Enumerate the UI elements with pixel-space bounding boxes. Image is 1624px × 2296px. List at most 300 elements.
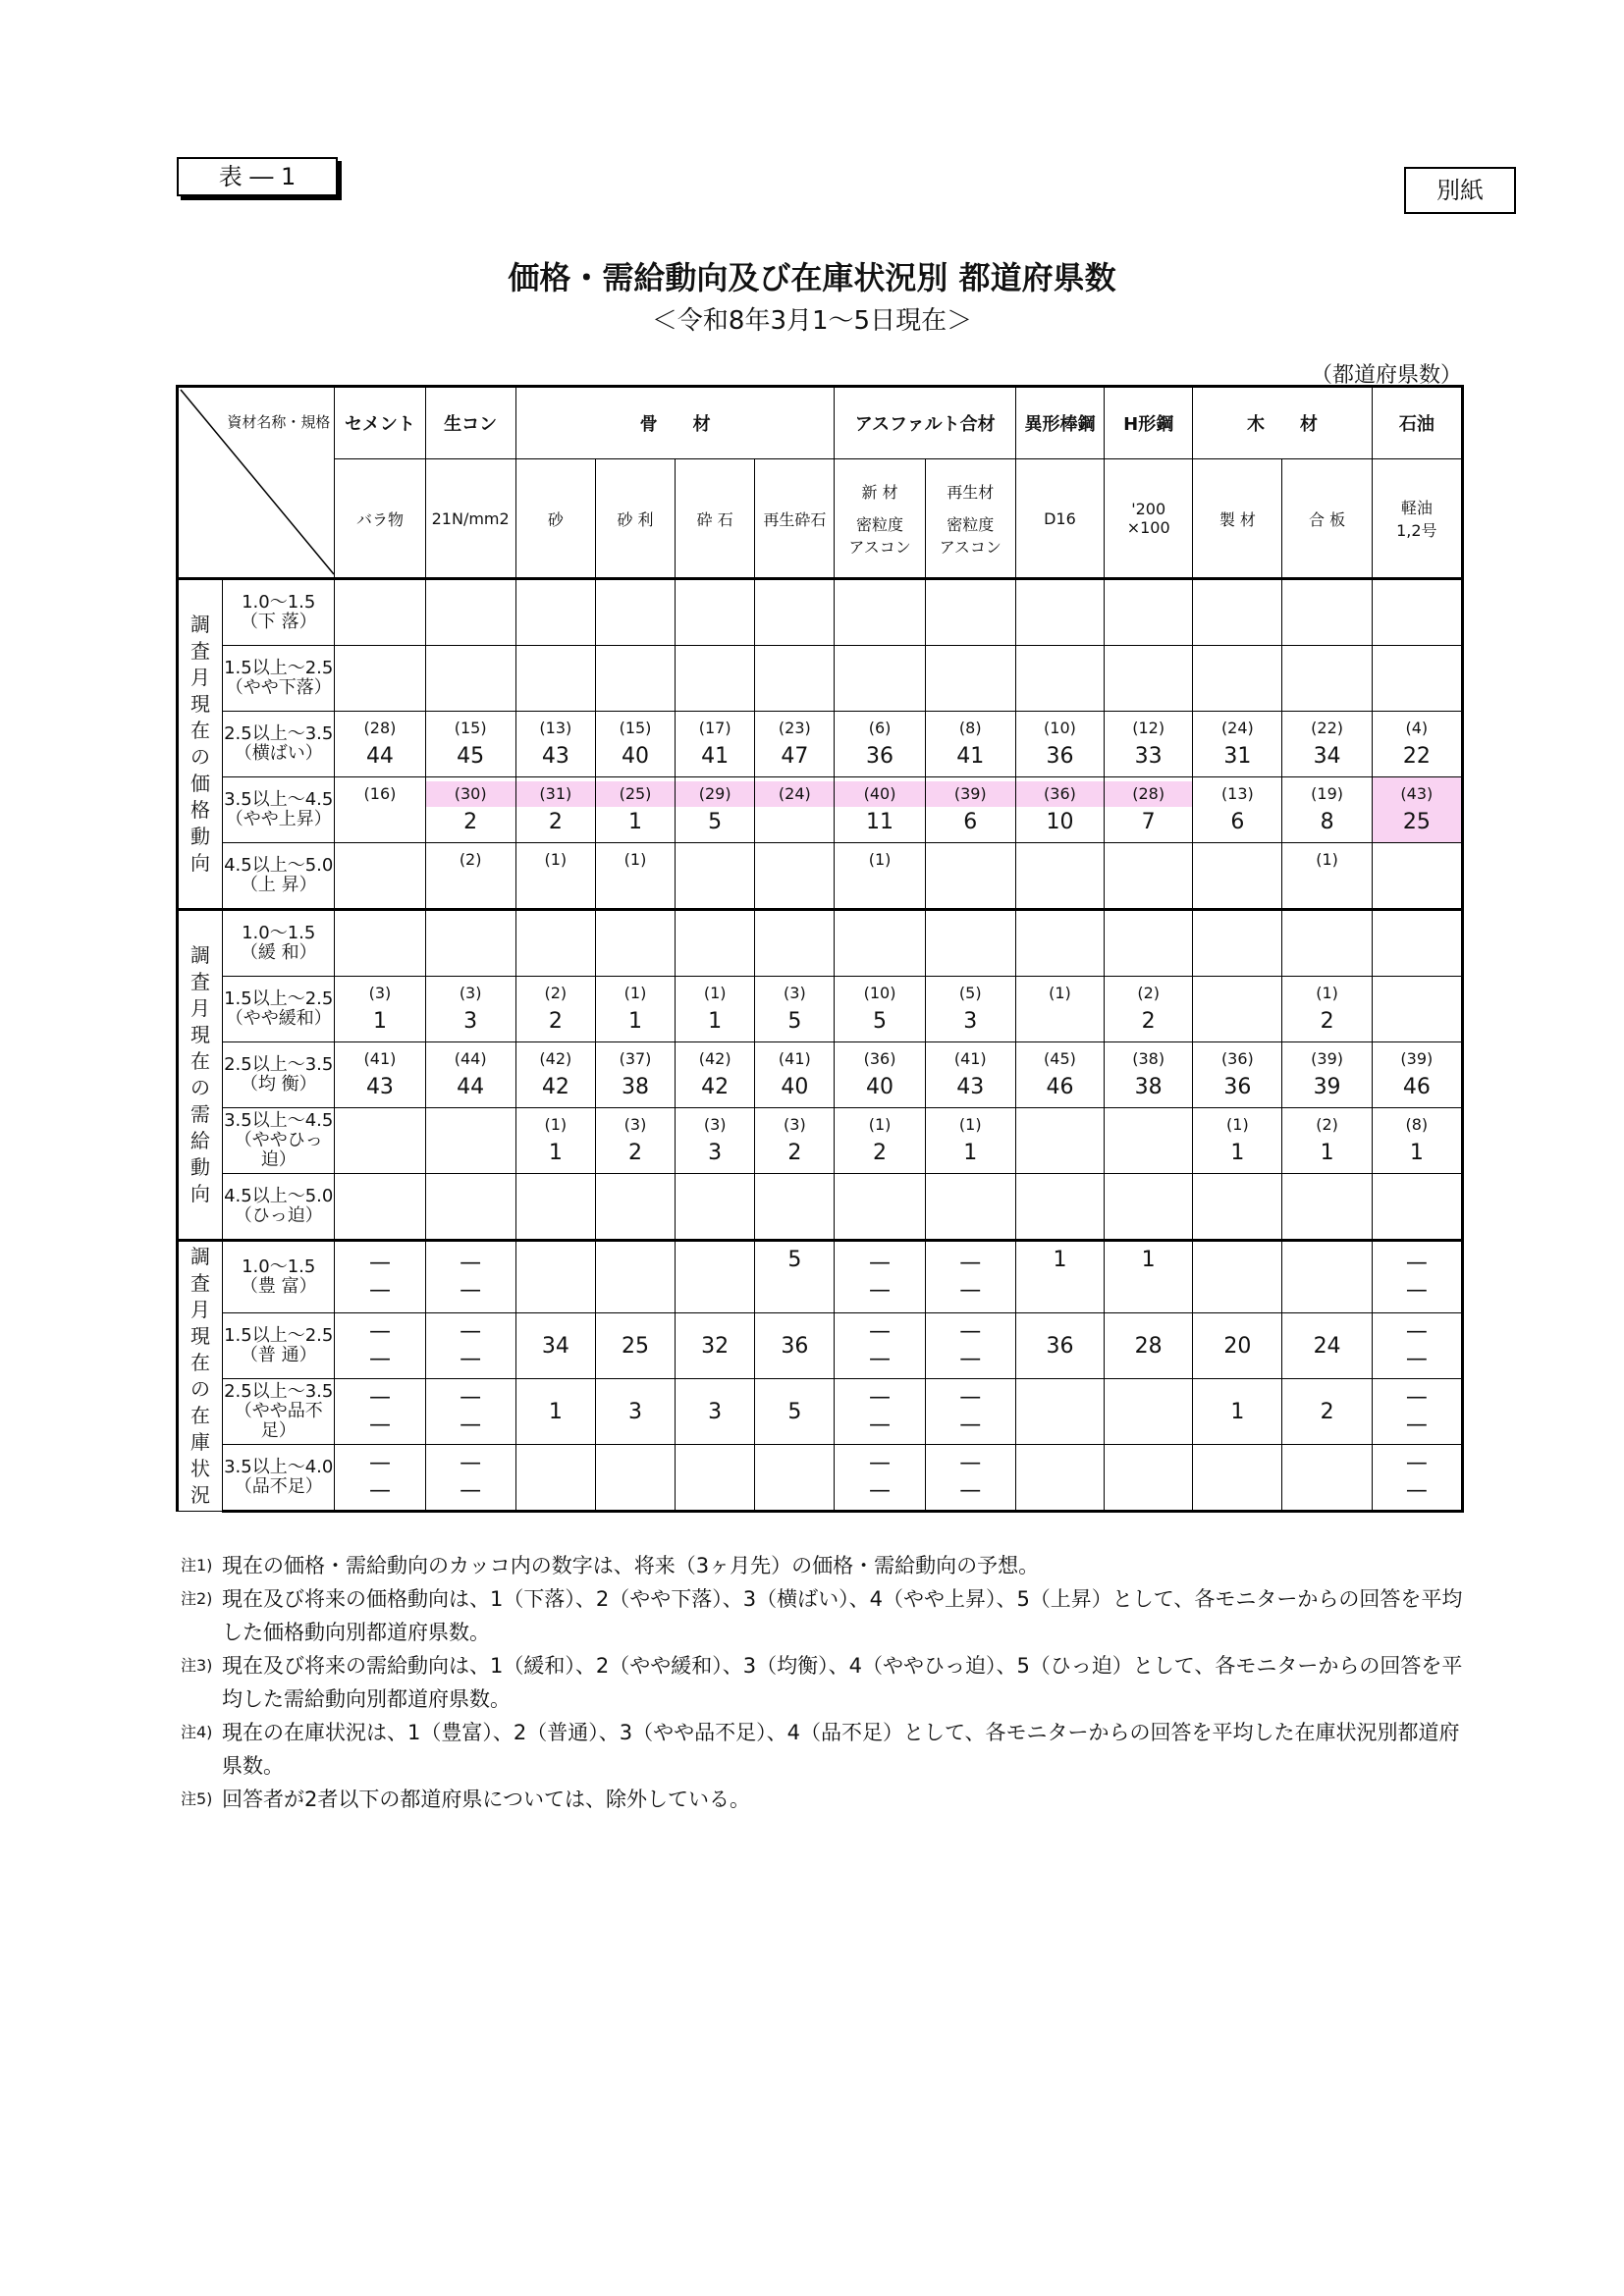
current-value [596, 873, 675, 904]
data-cell [515, 1313, 595, 1379]
data-cell [515, 579, 595, 646]
current-value [1282, 1203, 1371, 1235]
data-cell [755, 777, 835, 843]
current-value [835, 610, 924, 641]
data-cell [1105, 1174, 1193, 1241]
dash-mark: — [1405, 1251, 1428, 1275]
data-cell [425, 843, 515, 910]
row-label-line: 2.5以上～3.5 [224, 723, 334, 744]
attachment-label: 別紙 [1404, 167, 1516, 214]
future-value: (2) [544, 984, 568, 1002]
data-cell [676, 843, 755, 910]
future-value [335, 915, 424, 940]
row-label-line: 2.5以上～3.5 [224, 1381, 334, 1402]
data-cell [335, 1174, 425, 1241]
data-cell [515, 1174, 595, 1241]
data-cell [1372, 579, 1462, 646]
dash-mark: — [1405, 1478, 1428, 1503]
data-cell [595, 1445, 675, 1512]
future-value [426, 650, 515, 675]
data-cell [515, 1379, 595, 1445]
data-cell [515, 843, 595, 910]
current-value: 2 [787, 1141, 802, 1165]
current-value [755, 807, 834, 838]
data-cell [1193, 843, 1282, 910]
future-value [516, 915, 595, 940]
current-value [1105, 1138, 1192, 1169]
future-value: (12) [1132, 719, 1165, 737]
current-value [516, 610, 595, 641]
row-label-line: 1.0～1.5 [242, 592, 316, 613]
row-label-line: 1.0～1.5 [242, 1256, 316, 1277]
current-value: 3 [963, 1009, 978, 1034]
dash-mark: — [1405, 1278, 1428, 1303]
current-value: 33 [1134, 744, 1163, 769]
spec-line: D16 [1044, 508, 1076, 528]
current-value: 2 [628, 1141, 642, 1165]
data-cell [835, 843, 925, 910]
current-value: 46 [1046, 1075, 1074, 1099]
data-cell [515, 712, 595, 777]
data-cell [1015, 1241, 1104, 1313]
data-cell [595, 1241, 675, 1313]
current-value [1282, 940, 1371, 972]
current-value: 6 [963, 810, 978, 834]
data-cell [755, 646, 835, 712]
future-value [596, 650, 675, 675]
spec-header [515, 459, 595, 579]
current-value [755, 940, 834, 972]
data-cell [1015, 777, 1104, 843]
spec-line [835, 503, 924, 512]
current-value: 22 [1402, 744, 1431, 769]
data-cell [835, 1174, 925, 1241]
data-cell [1282, 843, 1372, 910]
note-item [181, 1582, 1467, 1649]
row-label-line: （やや下落） [225, 677, 332, 698]
future-value: (2) [1137, 984, 1160, 1002]
data-cell [925, 1379, 1015, 1445]
stock-value: 2 [1320, 1399, 1334, 1424]
future-value: (3) [459, 984, 482, 1002]
data-cell [1372, 646, 1462, 712]
current-value: 25 [1402, 810, 1431, 834]
dash-mark: — [869, 1451, 892, 1475]
future-value: (39) [926, 781, 1015, 807]
future-value [335, 847, 424, 873]
future-value: (3) [703, 1115, 727, 1134]
note-text: 回答者が2者以下の都道府県については、除外している。 [222, 1788, 750, 1811]
row-label-line: 3.5以上～4.5 [224, 789, 334, 810]
future-value: (31) [516, 781, 595, 807]
data-cell [425, 1313, 515, 1379]
data-cell [425, 1241, 515, 1313]
dash-mark: — [368, 1385, 391, 1410]
data-cell [755, 843, 835, 910]
future-value [755, 650, 834, 675]
data-cell [1105, 1042, 1193, 1108]
spec-header [595, 459, 675, 579]
data-cell [335, 1379, 425, 1445]
future-value: (2) [1316, 1115, 1338, 1134]
future-value [755, 1178, 834, 1203]
current-value: 1 [1409, 1141, 1424, 1165]
future-value: (43) [1400, 784, 1434, 803]
stock-value: 32 [701, 1333, 730, 1359]
current-value: 42 [541, 1075, 569, 1099]
dash-mark: — [460, 1385, 482, 1410]
dash-mark: — [869, 1385, 892, 1410]
current-value [835, 873, 924, 904]
future-value [1373, 1178, 1461, 1203]
data-cell [925, 1241, 1015, 1313]
current-value [1282, 873, 1371, 904]
data-cell [1105, 910, 1193, 977]
current-value [1193, 873, 1281, 904]
future-value: (36) [1220, 1049, 1254, 1068]
future-value: (38) [1132, 1049, 1165, 1068]
dash-mark: — [959, 1478, 982, 1503]
current-value [426, 675, 515, 707]
future-value [1282, 1178, 1371, 1203]
spec-header [1372, 459, 1462, 579]
future-value [596, 915, 675, 940]
data-cell [835, 1445, 925, 1512]
stock-value: 1 [1230, 1399, 1245, 1424]
future-value: (36) [1016, 781, 1104, 807]
spec-header [1193, 459, 1282, 579]
dash-mark: — [959, 1347, 982, 1371]
future-value [1373, 981, 1461, 1006]
group-header: 木 材 [1193, 387, 1372, 459]
future-value: (42) [539, 1049, 572, 1068]
data-cell [1372, 1313, 1462, 1379]
stock-value: 36 [781, 1333, 809, 1359]
future-value: (41) [778, 1049, 811, 1068]
data-cell [1105, 646, 1193, 712]
future-value: (29) [676, 781, 754, 807]
stock-value: 25 [622, 1333, 649, 1359]
data-cell [515, 1042, 595, 1108]
current-value [926, 610, 1015, 641]
future-value: (19) [1311, 784, 1343, 803]
current-value: 10 [1046, 810, 1074, 834]
current-value [1373, 873, 1461, 904]
row-label-line: （やや緩和） [225, 1008, 332, 1029]
current-value [426, 940, 515, 972]
current-value: 2 [463, 810, 478, 834]
data-cell [515, 977, 595, 1042]
future-value: (39) [1311, 1049, 1343, 1068]
future-value [1193, 915, 1281, 940]
current-value [516, 675, 595, 707]
current-value [755, 675, 834, 707]
future-value [926, 847, 1015, 873]
table-row [178, 1174, 1463, 1241]
spec-line: 砂 [547, 509, 564, 529]
data-cell [1282, 1445, 1372, 1512]
current-value [1193, 1203, 1281, 1235]
future-value: (45) [1044, 1049, 1076, 1068]
stock-value: 3 [708, 1399, 723, 1424]
row-label-line: 2.5以上～3.5 [224, 1054, 334, 1075]
future-value: (42) [698, 1049, 731, 1068]
data-cell [835, 1108, 925, 1174]
row-label-line: 1.5以上～2.5 [224, 658, 334, 678]
current-value [1016, 1203, 1104, 1235]
future-value: (15) [619, 719, 652, 737]
row-label-line: （上 昇） [240, 875, 317, 895]
data-cell [425, 1174, 515, 1241]
data-cell [335, 777, 425, 843]
current-value [1373, 1006, 1461, 1038]
stock-value: 1 [1053, 1248, 1067, 1272]
data-cell [676, 579, 755, 646]
current-value: 1 [548, 1141, 563, 1165]
future-value [426, 584, 515, 610]
future-value [926, 584, 1015, 610]
stock-value: 28 [1134, 1333, 1163, 1359]
note-text: 現在の在庫状況は、1（豊富）、2（普通）、3（やや品不足）、4（品不足）として、各モニターからの回答を平均した在庫状況別都道府県数。 [222, 1721, 1460, 1778]
dash-mark: — [368, 1251, 391, 1275]
current-value [755, 1203, 834, 1235]
row-label [223, 977, 335, 1042]
note-item [181, 1649, 1467, 1716]
current-value: 1 [628, 1009, 642, 1034]
data-cell [595, 1108, 675, 1174]
future-value [676, 584, 754, 610]
data-cell [676, 1241, 755, 1313]
spec-header [1015, 459, 1104, 579]
data-cell [676, 1042, 755, 1108]
current-value [1016, 1006, 1104, 1038]
data-cell [425, 777, 515, 843]
spec-line: アスコン [848, 537, 911, 557]
data-cell [835, 777, 925, 843]
dash-mark: — [1405, 1319, 1428, 1344]
row-label-line: 3.5以上～4.0 [224, 1457, 334, 1477]
current-value [596, 610, 675, 641]
future-value [1193, 847, 1281, 873]
table-row [178, 646, 1463, 712]
current-value [516, 1203, 595, 1235]
current-value [1105, 675, 1192, 707]
data-cell [335, 1241, 425, 1313]
data-cell [676, 1313, 755, 1379]
current-value [596, 1203, 675, 1235]
current-value: 36 [1223, 1075, 1252, 1099]
stock-value: 34 [541, 1333, 569, 1359]
data-cell [335, 977, 425, 1042]
data-cell [515, 777, 595, 843]
data-cell [676, 910, 755, 977]
dash-mark: — [959, 1319, 982, 1344]
data-cell [335, 910, 425, 977]
future-value [1373, 915, 1461, 940]
data-cell [925, 777, 1015, 843]
dash-mark: — [959, 1385, 982, 1410]
future-value [926, 1178, 1015, 1203]
data-cell [1193, 977, 1282, 1042]
dash-mark: — [460, 1251, 482, 1275]
data-cell [425, 910, 515, 977]
stock-value: 36 [1046, 1333, 1074, 1359]
data-cell [835, 712, 925, 777]
table-row [178, 1108, 1463, 1174]
data-cell [515, 1241, 595, 1313]
current-value [335, 1138, 424, 1169]
data-cell [925, 646, 1015, 712]
data-cell [925, 1042, 1015, 1108]
table-row [178, 777, 1463, 843]
data-cell [425, 1042, 515, 1108]
future-value [335, 584, 424, 610]
future-value: (16) [363, 784, 397, 803]
dash-mark: — [460, 1413, 482, 1437]
current-value [1193, 610, 1281, 641]
current-value [335, 610, 424, 641]
dash-mark: — [959, 1451, 982, 1475]
row-label-line: 4.5以上～5.0 [224, 855, 334, 876]
note-key: 注2) [181, 1589, 213, 1608]
current-value: 45 [457, 744, 485, 769]
future-value [835, 915, 924, 940]
future-value: (25) [596, 781, 675, 807]
data-cell [1372, 910, 1462, 977]
side-text: 調査月現在の在庫状況 [190, 1245, 211, 1507]
data-cell [676, 646, 755, 712]
data-cell [335, 579, 425, 646]
data-cell [676, 1174, 755, 1241]
table-row [178, 1445, 1463, 1512]
data-cell [925, 977, 1015, 1042]
current-value [516, 873, 595, 904]
current-value: 39 [1313, 1075, 1341, 1099]
data-cell [595, 712, 675, 777]
table-row [178, 1241, 1463, 1313]
data-cell [1193, 777, 1282, 843]
spec-line: 21N/mm2 [431, 508, 510, 528]
data-cell [676, 977, 755, 1042]
data-cell [1193, 1241, 1282, 1313]
data-cell [1282, 1042, 1372, 1108]
spec-header [1105, 459, 1193, 579]
current-value: 1 [1230, 1141, 1245, 1165]
current-value [676, 610, 754, 641]
future-value [1105, 650, 1192, 675]
data-cell [755, 910, 835, 977]
future-value: (1) [623, 984, 647, 1002]
future-value [1193, 1178, 1281, 1203]
note-key: 注1) [181, 1556, 213, 1575]
data-cell [1193, 1174, 1282, 1241]
table-row [178, 843, 1463, 910]
data-cell [835, 1042, 925, 1108]
future-value [835, 584, 924, 610]
row-label [223, 579, 335, 646]
spec-header [1282, 459, 1372, 579]
row-label-line: （やや品不足） [234, 1401, 323, 1441]
row-label [223, 712, 335, 777]
current-value [516, 940, 595, 972]
future-value: (1) [868, 850, 892, 869]
header-row-groups [178, 387, 1463, 459]
current-value: 46 [1402, 1075, 1431, 1099]
current-value [1016, 1138, 1104, 1169]
current-value [1016, 873, 1104, 904]
data-cell [1015, 1108, 1104, 1174]
data-cell [595, 1042, 675, 1108]
table-row [178, 1313, 1463, 1379]
data-cell [595, 1174, 675, 1241]
current-value [1373, 1203, 1461, 1235]
data-cell [595, 777, 675, 843]
dash-mark: — [368, 1347, 391, 1371]
table-row [178, 977, 1463, 1042]
current-value: 1 [628, 810, 642, 834]
current-value [676, 1203, 754, 1235]
current-value: 2 [548, 1009, 563, 1034]
future-value: (1) [703, 984, 727, 1002]
group-header: 異形棒鋼 [1015, 387, 1104, 459]
spec-header [755, 459, 835, 579]
data-cell [595, 579, 675, 646]
data-cell [335, 1445, 425, 1512]
row-label [223, 910, 335, 977]
data-cell [1372, 843, 1462, 910]
current-value [1016, 610, 1104, 641]
future-value [1105, 584, 1192, 610]
data-cell [1015, 712, 1104, 777]
data-cell [425, 1108, 515, 1174]
data-cell [676, 1108, 755, 1174]
data-cell [1282, 646, 1372, 712]
row-label-line: （やや上昇） [225, 809, 332, 829]
current-value [335, 807, 424, 838]
spec-line: 軽油 [1400, 499, 1433, 517]
future-value: (41) [953, 1049, 987, 1068]
future-value [1016, 1178, 1104, 1203]
dash-mark: — [368, 1413, 391, 1437]
row-label-line: 1.5以上～2.5 [224, 988, 334, 1009]
future-value [426, 1112, 515, 1138]
data-cell [676, 777, 755, 843]
data-cell [1015, 1174, 1104, 1241]
data-cell [1105, 843, 1193, 910]
current-value: 1 [372, 1009, 387, 1034]
current-value: 43 [541, 744, 569, 769]
data-cell [1372, 1241, 1462, 1313]
data-cell [1015, 1379, 1104, 1445]
future-value [335, 1112, 424, 1138]
current-value [835, 675, 924, 707]
header-row-specs [178, 459, 1463, 579]
row-label-line: （普 通） [240, 1345, 317, 1365]
data-cell [1015, 646, 1104, 712]
page-subtitle: ＜令和8年3月1～5日現在＞ [651, 306, 973, 336]
current-value: 38 [1134, 1075, 1163, 1099]
data-cell [335, 1313, 425, 1379]
current-value [926, 1203, 1015, 1235]
data-cell [1282, 1108, 1372, 1174]
current-value [1373, 675, 1461, 707]
data-cell [755, 1445, 835, 1512]
current-value [676, 675, 754, 707]
future-value [516, 1178, 595, 1203]
current-value [755, 610, 834, 641]
data-cell [925, 1108, 1015, 1174]
current-value: 42 [701, 1075, 730, 1099]
